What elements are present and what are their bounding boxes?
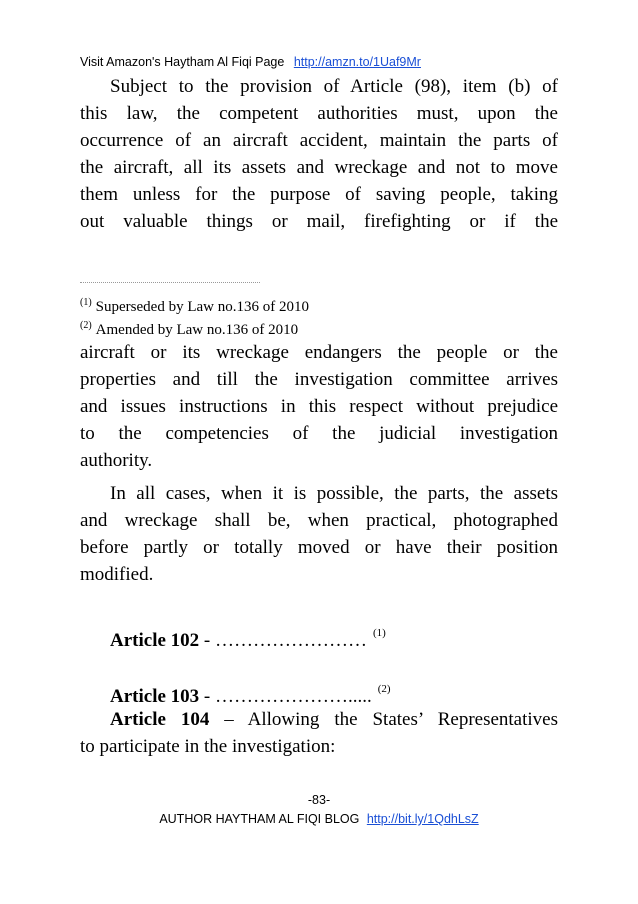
p1-line-3: occurrence of an aircraft accident, maintain the parts of [80, 130, 558, 151]
article-102-footnote-mark: (1) [372, 627, 386, 639]
footnote-1-text: Superseded by Law no.136 of 2010 [95, 299, 309, 315]
article-102-dots: - …………………… [199, 630, 367, 651]
footnote-separator [80, 282, 260, 283]
p2-line-1: aircraft or its wreckage endangers the people or the [80, 342, 558, 363]
article-104-heading-rest: – Allowing the States’ Representatives [209, 709, 559, 730]
blog-link[interactable]: http://bit.ly/1QdhLsZ [366, 812, 479, 826]
article-103-footnote-mark: (2) [377, 683, 391, 695]
p1-line-6: out valuable things or mail, firefighting or if the [80, 211, 558, 232]
p2-line-4: to the competencies of the judicial investigation [80, 423, 558, 444]
footer-blog [0, 812, 638, 826]
article-102 [110, 620, 560, 654]
p1-line-4: the aircraft, all its assets and wreckage and not to move [80, 157, 558, 178]
header-promo [80, 54, 560, 70]
footnote-1 [80, 294, 560, 316]
header-text: Visit Amazon's Haytham Al Fiqi Page [80, 55, 285, 69]
footnote-2-mark: (2) [80, 320, 92, 331]
p3-line-4: modified. [80, 564, 154, 585]
article-102-title: Article 102 [110, 630, 200, 651]
article-104-line-2: to participate in the investigation: [80, 736, 336, 757]
article-103 [110, 676, 560, 710]
p3-line-3: before partly or totally moved or have their position [80, 537, 558, 558]
p3-line-1: In all cases, when it is possible, the parts, the assets [110, 483, 558, 504]
p1-line-1: Subject to the provision of Article (98), item (b) of [110, 76, 558, 97]
article-103-title: Article 103 [110, 686, 200, 707]
p2-line-5: authority. [80, 450, 153, 471]
article-103-dots: - …………………..... [199, 686, 372, 707]
amazon-link[interactable]: http://amzn.to/1Uaf9Mr [293, 55, 421, 69]
article-104-line-1 [80, 707, 558, 734]
article-104-title: Article 104 [110, 709, 210, 730]
footnote-1-mark: (1) [80, 297, 92, 308]
footnote-2-text: Amended by Law no.136 of 2010 [95, 322, 299, 338]
p2-line-3: and issues instructions in this respect without prejudice [80, 396, 558, 417]
p1-line-5: them unless for the purpose of saving people, taking [80, 184, 558, 205]
footnote-2 [80, 317, 560, 339]
p1-line-2: this law, the competent authorities must, upon the [80, 103, 558, 124]
p3-line-2: and wreckage shall be, when practical, photographed [80, 510, 558, 531]
page-number: -83- [307, 793, 331, 807]
footer-text: AUTHOR HAYTHAM AL FIQI BLOG [159, 812, 360, 826]
p2-line-2: properties and till the investigation committee arrives [80, 369, 558, 390]
